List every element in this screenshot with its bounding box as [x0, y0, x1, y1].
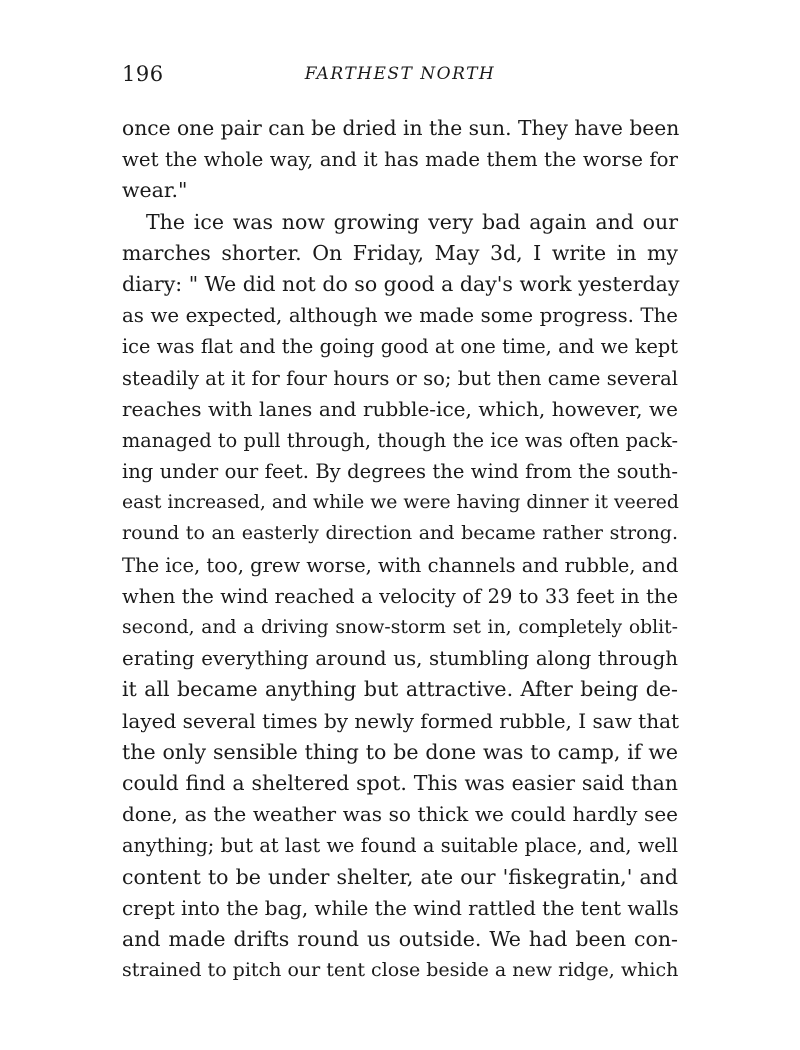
- text-line: marches shorter. On Friday, May 3d, I write in my: [122, 240, 678, 265]
- text-line: could find a sheltered spot. This was easier said than: [122, 770, 678, 795]
- text-line: once one pair can be dried in the sun. They have been: [122, 116, 680, 140]
- text-line: and made drifts round us outside. We had been con-: [122, 926, 678, 951]
- page-number: 196: [122, 62, 164, 86]
- text-line: The ice, too, grew worse, with channels and rubble, and: [122, 553, 679, 577]
- text-line: anything; but at last we found a suitable place, and, well: [122, 834, 678, 858]
- text-line: reaches with lanes and rubble-ice, which, however, we: [122, 396, 678, 421]
- text-line: as we expected, although we made some progress. The: [122, 304, 678, 328]
- text-line: wear.": [122, 178, 188, 203]
- text-line: wet the whole way, and it has made them the worse for: [122, 148, 678, 172]
- text-line: east increased, and while we were having dinner it veered: [122, 492, 679, 514]
- text-line: it all became anything but attractive. After being de-: [122, 677, 678, 702]
- text-line: when the wind reached a velocity of 29 to 33 feet in the: [122, 584, 678, 608]
- text-line: second, and a driving snow-storm set in, completely oblit-: [122, 617, 678, 638]
- text-line: steadily at it for four hours or so; but then came several: [122, 366, 678, 390]
- body-text: [122, 113, 678, 986]
- text-line: managed to pull through, though the ice was often pack-: [122, 428, 678, 452]
- text-line: erating everything around us, stumbling along through: [122, 647, 678, 671]
- text-line: content to be under shelter, ate our 'fiskegratin,' and: [122, 864, 678, 889]
- text-line: crept into the bag, while the wind rattled the tent walls: [122, 896, 679, 920]
- text-line: strained to pitch our tent close beside a new ridge, which: [122, 959, 679, 982]
- text-line: ing under our feet. By degrees the wind from the south-: [122, 460, 678, 484]
- text-line: The ice was now growing very bad again and our: [146, 209, 678, 234]
- text-line: ice was flat and the going good at one time, and we kept: [122, 335, 678, 359]
- text-line: the only sensible thing to be done was to camp, if we: [122, 739, 678, 764]
- running-head: FARTHEST NORTH: [304, 64, 496, 84]
- text-line: layed several times by newly formed rubble, I saw that: [122, 708, 680, 733]
- page-header: [122, 62, 678, 90]
- text-line: done, as the weather was so thick we could hardly see: [122, 802, 678, 827]
- text-line: round to an easterly direction and became rather strong.: [122, 522, 678, 545]
- text-line: diary: " We did not do so good a day's work yesterday: [122, 271, 680, 296]
